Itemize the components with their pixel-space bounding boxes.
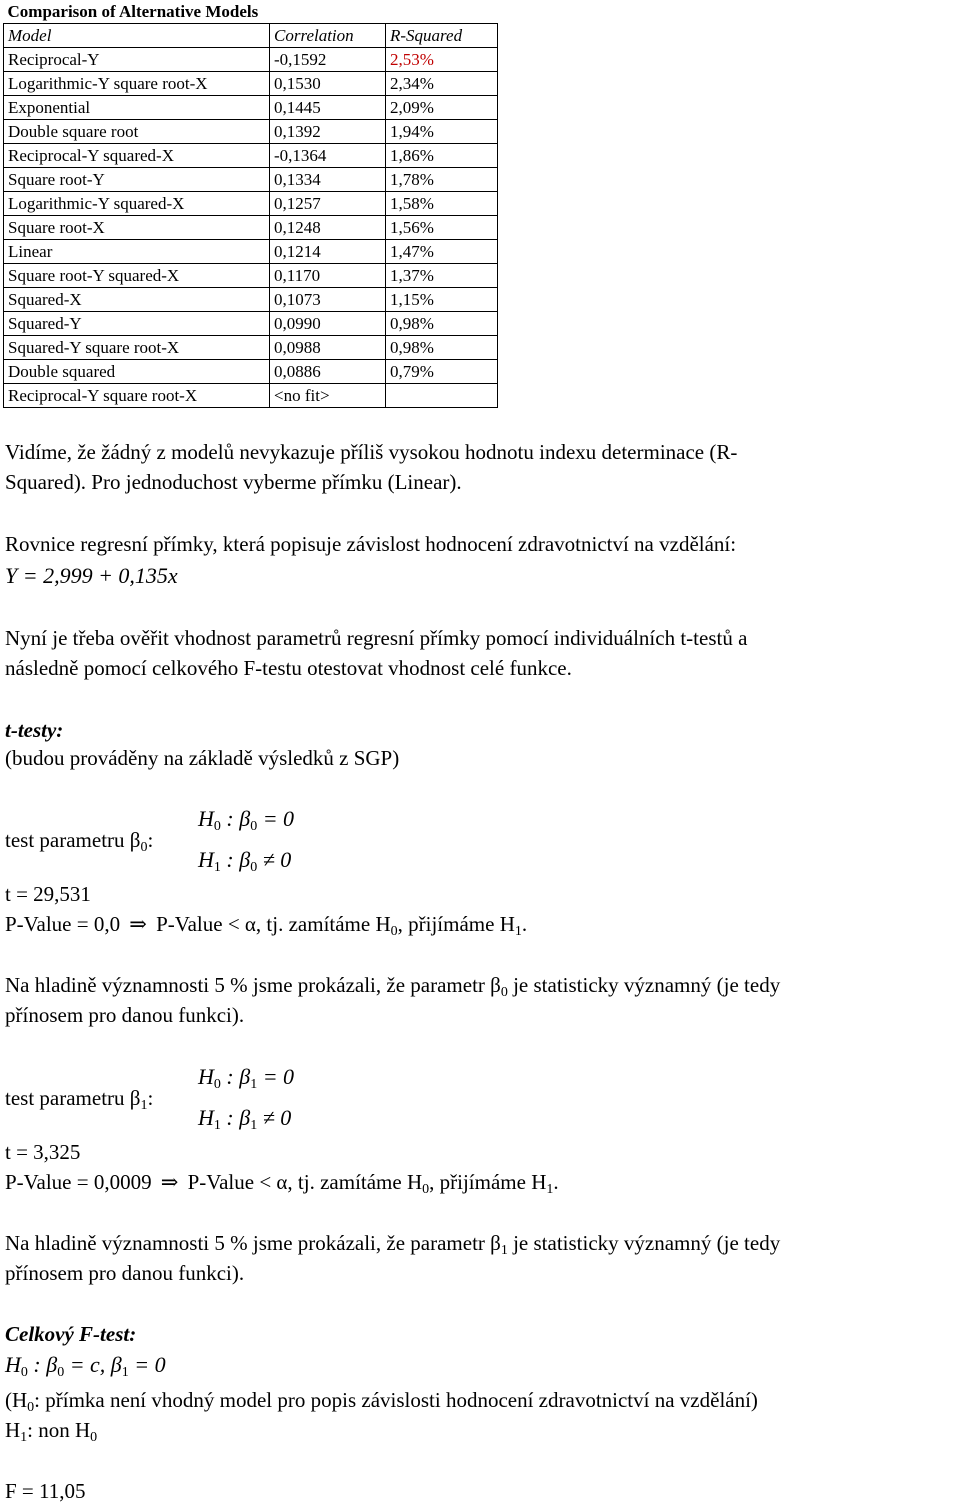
table-cell: 2,53% bbox=[386, 48, 498, 72]
table-cell: 1,47% bbox=[386, 240, 498, 264]
test1-conclusion-line2: přínosem pro danou funkci). bbox=[5, 1261, 245, 1285]
table-cell: 0,1073 bbox=[270, 288, 386, 312]
ttest-note: (budou prováděny na základě výsledků z SGP) bbox=[5, 746, 400, 770]
table-cell: Logarithmic-Y square root-X bbox=[4, 72, 270, 96]
test1-t-value: t = 3,325 bbox=[5, 1140, 81, 1164]
test0-conclusion-line2: přínosem pro danou funkci). bbox=[5, 1003, 245, 1027]
table-cell: 0,1170 bbox=[270, 264, 386, 288]
table-cell: Squared-Y bbox=[4, 312, 270, 336]
table-cell: 0,1445 bbox=[270, 96, 386, 120]
paragraph-tests-intro-line1: Nyní je třeba ověřit vhodnost parametrů regresní přímky pomocí individuálních t-testů a bbox=[5, 626, 748, 650]
table-cell: Squared-Y square root-X bbox=[4, 336, 270, 360]
table-cell: 0,0990 bbox=[270, 312, 386, 336]
paragraph-tests-intro-line2: následně pomocí celkového F-testu otestovat vhodnost celé funkce. bbox=[5, 656, 572, 680]
table-cell: Double squared bbox=[4, 360, 270, 384]
table-cell: 0,0988 bbox=[270, 336, 386, 360]
table-cell: Reciprocal-Y squared-X bbox=[4, 144, 270, 168]
table-cell: 0,1214 bbox=[270, 240, 386, 264]
table-cell: -0,1364 bbox=[270, 144, 386, 168]
implies-arrow-icon: ⇒ bbox=[129, 912, 147, 936]
table-row bbox=[4, 168, 498, 192]
table-cell: Square root-Y squared-X bbox=[4, 264, 270, 288]
paragraph-regression-intro: Rovnice regresní přímky, která popisuje závislost hodnocení zdravotnictví na vzdělání: bbox=[5, 532, 737, 556]
table-row bbox=[4, 240, 498, 264]
model-comparison-table bbox=[3, 0, 498, 408]
implies-arrow-icon: ⇒ bbox=[160, 1170, 179, 1194]
table-row bbox=[4, 192, 498, 216]
table-row bbox=[4, 144, 498, 168]
table-cell: 1,37% bbox=[386, 264, 498, 288]
table-cell: Reciprocal-Y square root-X bbox=[4, 384, 270, 408]
table-cell: 0,1530 bbox=[270, 72, 386, 96]
table-cell: 1,58% bbox=[386, 192, 498, 216]
table-cell bbox=[386, 384, 498, 408]
table-row bbox=[4, 288, 498, 312]
table-title-row bbox=[4, 0, 498, 24]
test1-label: test parametru $\beta_1$: bbox=[5, 1086, 154, 1113]
test1-h0: $H_0$ : $\beta_1 = 0$ bbox=[198, 1064, 295, 1092]
table-cell: 0,1248 bbox=[270, 216, 386, 240]
table-cell: 0,1334 bbox=[270, 168, 386, 192]
table-cell: <no fit> bbox=[270, 384, 386, 408]
table-cell: Double square root bbox=[4, 120, 270, 144]
table-cell: Linear bbox=[4, 240, 270, 264]
table-header-row bbox=[4, 24, 498, 48]
table-row bbox=[4, 96, 498, 120]
paragraph-conclusion-line1: Vidíme, že žádný z modelů nevykazuje příliš vysokou hodnotu indexu determinace (R- bbox=[5, 440, 738, 464]
table-header-cell: R-Squared bbox=[386, 24, 498, 48]
table-row bbox=[4, 312, 498, 336]
table-cell: 1,78% bbox=[386, 168, 498, 192]
table-row bbox=[4, 384, 498, 408]
table-row bbox=[4, 360, 498, 384]
table-cell: 1,86% bbox=[386, 144, 498, 168]
paragraph-conclusion-line2: Squared). Pro jednoduchost vyberme přímku (Linear). bbox=[5, 470, 462, 494]
table-cell: Square root-Y bbox=[4, 168, 270, 192]
table-cell: 0,1257 bbox=[270, 192, 386, 216]
table-cell: 1,94% bbox=[386, 120, 498, 144]
table-row bbox=[4, 72, 498, 96]
ftest-heading: Celkový F-test: bbox=[5, 1322, 137, 1346]
ftest-h0: $H_0$ : $\beta_0 = c$, $\beta_1 = 0$ bbox=[5, 1352, 166, 1380]
table-row bbox=[4, 264, 498, 288]
table-cell: 2,09% bbox=[386, 96, 498, 120]
test1-conclusion-line1: Na hladině významnosti 5 % jsme prokázali, že parametr $\beta_1$ je statisticky významný (je tedy bbox=[5, 1231, 781, 1258]
ftest-f-value: F = 11,05 bbox=[5, 1479, 86, 1503]
ttest-heading: t-testy: bbox=[5, 718, 64, 742]
table-cell: 0,1392 bbox=[270, 120, 386, 144]
table-cell: 0,98% bbox=[386, 336, 498, 360]
table-cell: -0,1592 bbox=[270, 48, 386, 72]
table-cell: Squared-X bbox=[4, 288, 270, 312]
table-row bbox=[4, 48, 498, 72]
ftest-h1: $H_1$: non $H_0$ bbox=[5, 1418, 98, 1445]
test0-h0: $H_0$ : $\beta_0 = 0$ bbox=[198, 806, 295, 834]
test1-h1: $H_1$ : $\beta_1 \ne 0$ bbox=[198, 1105, 292, 1133]
test0-conclusion-line1: Na hladině významnosti 5 % jsme prokázali, že parametr $\beta_0$ je statisticky významný (je tedy bbox=[5, 973, 781, 1000]
test0-pvalue-line: P-Value = 0,0 ⇒ P-Value < α, tj. zamítáme $H_0$, přijímáme $H_1$. bbox=[5, 909, 527, 939]
table-cell: 1,56% bbox=[386, 216, 498, 240]
test0-label: test parametru $\beta_0$: bbox=[5, 828, 154, 855]
table-cell: Logarithmic-Y squared-X bbox=[4, 192, 270, 216]
test1-pvalue-line: P-Value = 0,0009 ⇒ P-Value < α, tj. zamítáme $H_0$, přijímáme $H_1$. bbox=[5, 1167, 559, 1197]
table-cell: Reciprocal-Y bbox=[4, 48, 270, 72]
table-cell: 0,98% bbox=[386, 312, 498, 336]
table-cell: Exponential bbox=[4, 96, 270, 120]
regression-equation: Y = 2,999 + 0,135x bbox=[5, 563, 178, 588]
test0-h1: $H_1$ : $\beta_0 \ne 0$ bbox=[198, 847, 292, 875]
table-title: Comparison of Alternative Models bbox=[4, 0, 498, 24]
table-cell: 0,0886 bbox=[270, 360, 386, 384]
table-cell: 2,34% bbox=[386, 72, 498, 96]
table-cell: Square root-X bbox=[4, 216, 270, 240]
table-cell: 1,15% bbox=[386, 288, 498, 312]
ftest-h0-note: ($H_0$: přímka není vhodný model pro popis závislosti hodnocení zdravotnictví na vzdělání) bbox=[5, 1388, 758, 1415]
table-row bbox=[4, 336, 498, 360]
table-row bbox=[4, 216, 498, 240]
table-cell: 0,79% bbox=[386, 360, 498, 384]
test0-t-value: t = 29,531 bbox=[5, 882, 91, 906]
table-header-cell: Correlation bbox=[270, 24, 386, 48]
table-row bbox=[4, 120, 498, 144]
table-header-cell: Model bbox=[4, 24, 270, 48]
